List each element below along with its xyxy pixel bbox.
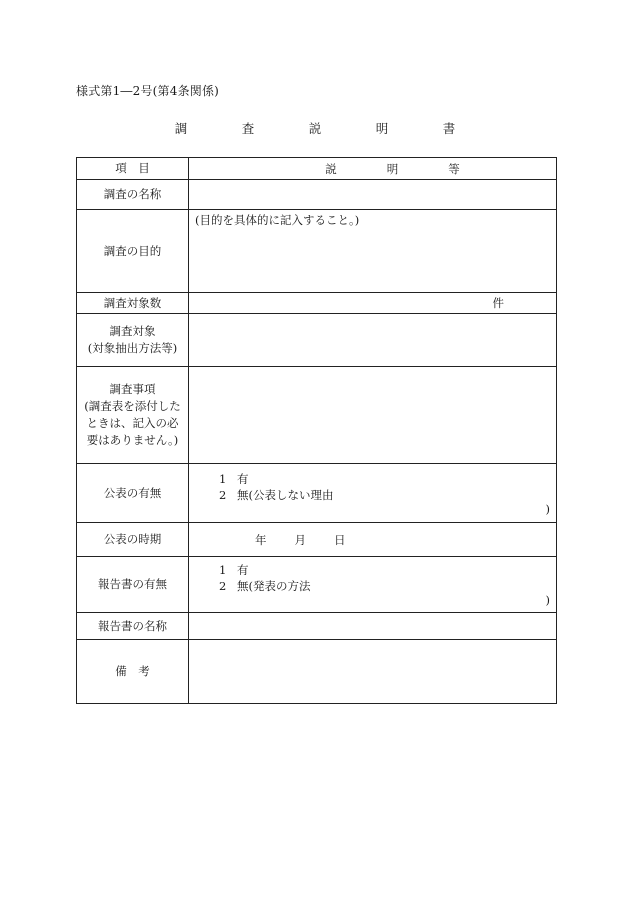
publication-option-no-number: 2 — [219, 488, 227, 502]
row-survey-name — [77, 180, 557, 210]
header-desc-char-1: 説 — [325, 161, 337, 176]
publication-option-no-text: 無(公表しない理由 — [237, 488, 334, 502]
row-survey-purpose — [77, 210, 557, 293]
report-label: 報告書の有無 — [98, 577, 167, 591]
report-option-no[interactable] — [219, 578, 311, 594]
publication-reason-close-paren: ) — [545, 502, 550, 516]
header-desc-char-2: 明 — [386, 161, 399, 176]
report-option-yes[interactable] — [219, 562, 249, 578]
publication-time-label-cell — [77, 523, 189, 557]
subject-count-unit: 件 — [492, 296, 504, 310]
report-name-label: 報告書の名称 — [98, 618, 167, 633]
subject-count-field[interactable] — [189, 293, 557, 314]
publication-day-label: 日 — [334, 532, 346, 547]
subject-count-label-cell — [77, 293, 189, 314]
survey-subjects-label: 調査対象 — [109, 324, 156, 338]
survey-subjects-label-cell — [77, 314, 189, 367]
survey-subjects-field[interactable] — [189, 314, 557, 367]
publication-time-label: 公表の時期 — [103, 532, 162, 546]
row-report — [77, 557, 557, 613]
subject-count-label: 調査対象数 — [103, 295, 162, 310]
remarks-label: 備 考 — [115, 664, 150, 678]
report-option-yes-text: 有 — [237, 563, 249, 577]
row-publication — [77, 464, 557, 523]
remarks-field[interactable] — [189, 640, 557, 704]
row-survey-subjects — [77, 314, 557, 367]
row-remarks — [77, 640, 557, 704]
report-option-yes-number: 1 — [219, 563, 227, 577]
remarks-label-cell — [77, 640, 189, 704]
form-number: 様式第1―2号(第4条関係) — [76, 84, 220, 98]
publication-option-yes[interactable] — [219, 471, 249, 487]
survey-subjects-sublabel: (対象抽出方法等) — [87, 341, 178, 355]
survey-items-label-cell — [77, 367, 189, 464]
report-option-no-text: 無(発表の方法 — [237, 579, 311, 593]
report-name-field[interactable] — [189, 613, 557, 640]
survey-explanation-table — [76, 157, 557, 704]
report-method-close-paren: ) — [545, 593, 550, 607]
document-title: 調 査 説 明 書 — [174, 121, 477, 136]
survey-items-note-line-3: 要はありません。) — [86, 433, 179, 447]
survey-purpose-field[interactable] — [189, 210, 557, 293]
header-item-label: 項 目 — [115, 161, 150, 175]
publication-option-no[interactable] — [219, 487, 334, 503]
row-survey-items — [77, 367, 557, 464]
survey-name-label-cell — [77, 180, 189, 210]
report-label-cell — [77, 557, 189, 613]
publication-year-label: 年 — [255, 532, 267, 547]
survey-items-label: 調査事項 — [109, 382, 156, 396]
header-description-cell — [189, 158, 557, 180]
survey-name-label: 調査の名称 — [103, 187, 162, 201]
header-desc-char-3: 等 — [448, 161, 460, 176]
publication-month-label: 月 — [294, 532, 306, 547]
survey-items-field[interactable] — [189, 367, 557, 464]
survey-purpose-label-cell — [77, 210, 189, 293]
survey-items-note-line-2: ときは、記入の必 — [86, 416, 179, 430]
row-publication-time — [77, 523, 557, 557]
publication-field[interactable] — [189, 464, 557, 523]
publication-label: 公表の有無 — [103, 485, 162, 500]
publication-label-cell — [77, 464, 189, 523]
report-option-no-number: 2 — [219, 579, 227, 593]
header-item-cell — [77, 158, 189, 180]
survey-purpose-note: (目的を具体的に記入すること。) — [195, 213, 360, 227]
header-row — [77, 158, 557, 180]
row-report-name — [77, 613, 557, 640]
publication-time-field[interactable] — [189, 523, 557, 557]
publication-option-yes-number: 1 — [219, 472, 227, 486]
survey-items-note-line-1: (調査表を添付した — [84, 399, 181, 413]
survey-purpose-label: 調査の目的 — [103, 243, 162, 258]
report-name-label-cell — [77, 613, 189, 640]
report-field[interactable] — [189, 557, 557, 613]
survey-name-field[interactable] — [189, 180, 557, 210]
row-subject-count — [77, 293, 557, 314]
publication-option-yes-text: 有 — [237, 472, 249, 486]
